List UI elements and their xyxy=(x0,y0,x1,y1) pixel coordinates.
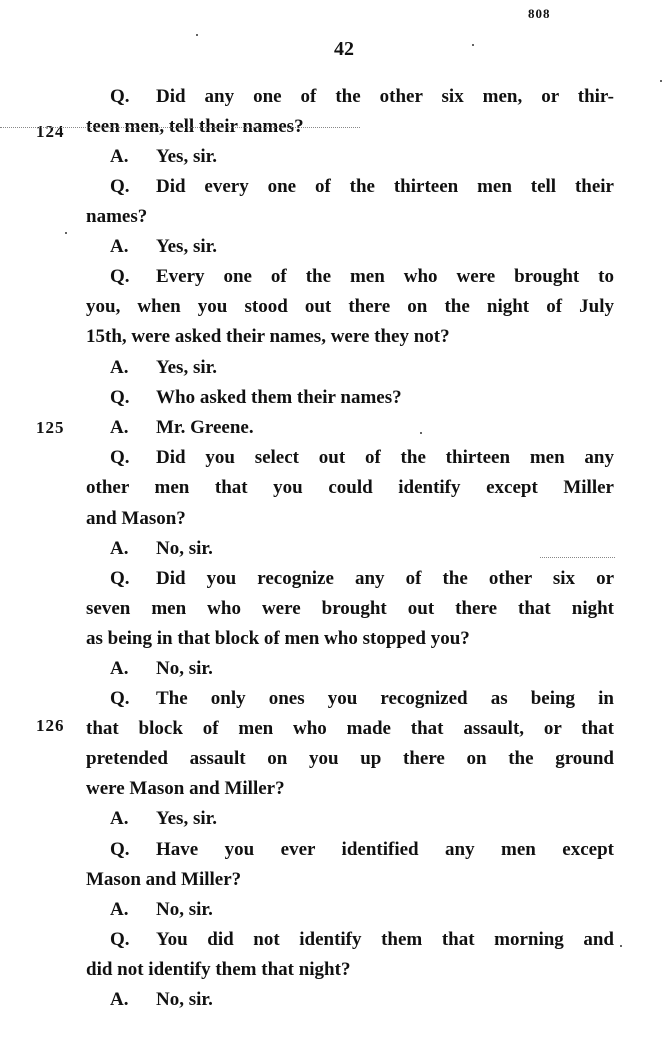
line-text: seven men who were brought out there that night xyxy=(86,598,614,619)
scan-artifact-rule xyxy=(540,557,615,558)
line-text: other men that you could identify except Miller xyxy=(86,477,614,498)
line-text: Mason and Miller? xyxy=(86,869,242,890)
question-label: Q. xyxy=(110,387,130,408)
continuation-line xyxy=(86,205,614,229)
continuation-line xyxy=(86,597,614,621)
answer-line xyxy=(86,416,614,440)
line-text: and Mason? xyxy=(86,508,186,529)
answer-line xyxy=(86,807,614,831)
question-label: Q. xyxy=(110,568,130,589)
margin-line-number: 126 xyxy=(36,716,65,735)
question-line xyxy=(86,838,614,862)
continuation-line xyxy=(86,627,614,651)
continuation-line xyxy=(86,777,614,801)
question-line xyxy=(86,265,614,289)
line-text: were Mason and Miller? xyxy=(86,778,285,799)
margin-line-number: 124 xyxy=(36,122,65,141)
line-text: No, sir. xyxy=(156,899,213,920)
question-label: Q. xyxy=(110,688,130,709)
line-text: Yes, sir. xyxy=(156,357,218,378)
question-line xyxy=(86,928,614,952)
line-text: Yes, sir. xyxy=(156,146,218,167)
answer-line xyxy=(86,235,614,259)
answer-line xyxy=(86,988,614,1012)
line-text: Did you recognize any of the other six or xyxy=(156,568,614,589)
line-text: 15th, were asked their names, were they not? xyxy=(86,326,450,347)
scan-speck xyxy=(660,80,662,82)
line-text: Did any one of the other six men, or thir- xyxy=(156,86,614,107)
question-label: Q. xyxy=(110,839,130,860)
margin-line-number: 125 xyxy=(36,418,65,437)
line-text: Who asked them their names? xyxy=(156,387,402,408)
question-line xyxy=(86,687,614,711)
line-text: did not identify them that night? xyxy=(86,959,351,980)
scan-speck xyxy=(196,34,198,36)
answer-label: A. xyxy=(110,538,129,559)
line-text: that block of men who made that assault, or that xyxy=(86,718,614,739)
answer-label: A. xyxy=(110,658,129,679)
continuation-line xyxy=(86,476,614,500)
line-text: No, sir. xyxy=(156,658,213,679)
line-text: Mr. Greene. xyxy=(156,417,254,438)
scan-speck xyxy=(420,432,422,434)
continuation-line xyxy=(86,325,614,349)
continuation-line xyxy=(86,717,614,741)
answer-line xyxy=(86,657,614,681)
answer-label: A. xyxy=(110,989,129,1010)
question-line xyxy=(86,446,614,470)
line-text: Yes, sir. xyxy=(156,808,218,829)
line-text: The only ones you recognized as being in xyxy=(156,688,614,709)
answer-line xyxy=(86,537,614,561)
scan-speck xyxy=(620,945,622,947)
line-text: No, sir. xyxy=(156,989,213,1010)
line-text: You did not identify them that morning and xyxy=(156,929,614,950)
answer-label: A. xyxy=(110,236,129,257)
line-text: Every one of the men who were brought to xyxy=(156,266,614,287)
line-text: Have you ever identified any men except xyxy=(156,839,614,860)
line-text: you, when you stood out there on the night of July xyxy=(86,296,614,317)
question-label: Q. xyxy=(110,176,130,197)
question-line xyxy=(86,386,614,410)
continuation-line xyxy=(86,868,614,892)
continuation-line xyxy=(86,507,614,531)
line-text: Did you select out of the thirteen men any xyxy=(156,447,614,468)
line-text: No, sir. xyxy=(156,538,213,559)
line-text: pretended assault on you up there on the ground xyxy=(86,748,614,769)
question-label: Q. xyxy=(110,447,130,468)
answer-line xyxy=(86,898,614,922)
stamp-number: 808 xyxy=(528,6,551,21)
answer-line xyxy=(86,145,614,169)
line-text: Yes, sir. xyxy=(156,236,218,257)
answer-line xyxy=(86,356,614,380)
question-label: Q. xyxy=(110,86,130,107)
continuation-line xyxy=(86,747,614,771)
line-text: as being in that block of men who stopped you? xyxy=(86,628,470,649)
scan-artifact-rule xyxy=(0,127,360,128)
answer-label: A. xyxy=(110,146,129,167)
answer-label: A. xyxy=(110,808,129,829)
page-number: 42 xyxy=(334,38,354,60)
answer-label: A. xyxy=(110,899,129,920)
scan-speck xyxy=(65,232,67,234)
line-text: Did every one of the thirteen men tell their xyxy=(156,176,614,197)
question-line xyxy=(86,85,614,109)
answer-label: A. xyxy=(110,417,129,438)
question-line xyxy=(86,567,614,591)
answer-label: A. xyxy=(110,357,129,378)
continuation-line xyxy=(86,295,614,319)
line-text: teen men, tell their names? xyxy=(86,116,304,137)
scan-speck xyxy=(472,44,474,46)
question-label: Q. xyxy=(110,929,130,950)
line-text: names? xyxy=(86,206,148,227)
continuation-line xyxy=(86,958,614,982)
question-label: Q. xyxy=(110,266,130,287)
question-line xyxy=(86,175,614,199)
